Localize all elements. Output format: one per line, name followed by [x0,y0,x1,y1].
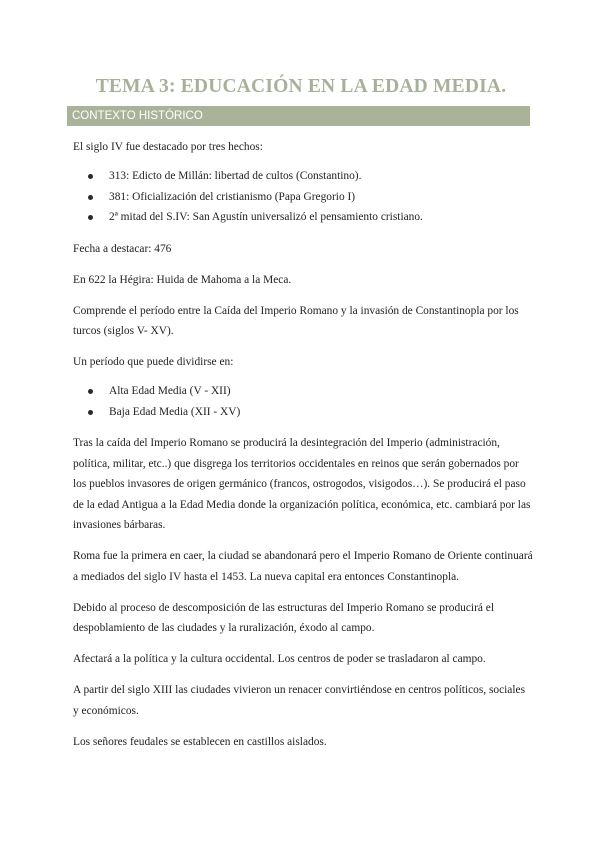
paragraph-empire-collapse: Tras la caída del Imperio Romano se producirá la desintegración del Imperio (administración, política, militar, etc..) que disgrega los territorios occidentales en reinos que serán gobernados por los pueblos invasores de origen germánico (francos, ostrogodos, visigodos…). Se producirá el paso de la edad Antigua a la Edad Media donde la organización política, económica, etc. cambiará por las invasiones bárbaras. [73,437,531,531]
list-item-text: 2ª mitad del S.IV: San Agustín universalizó el pensamiento cristiano. [109,211,423,223]
paragraph-intro: El siglo IV fue destacado por tres hechos: [73,141,263,153]
list-item-text: 313: Edicto de Millán: libertad de cultos (Constantino). [109,170,362,182]
paragraph-ruralization: Debido al proceso de descomposición de las estructuras del Imperio Romano se producirá el despoblamiento de las ciudades y la ruralización, éxodo al campo. [73,601,495,634]
bullet-icon [88,174,93,179]
bullet-icon [88,389,93,394]
list-item-text: 381: Oficialización del cristianismo (Papa Gregorio I) [109,190,356,203]
paragraph-period: Comprende el período entre la Caída del Imperio Romano y la invasión de Constantinopla por los turcos (siglos V- XV). [73,304,519,337]
list-item [73,381,533,402]
list-item [73,207,533,228]
list-periods [73,381,533,422]
document-body [73,137,533,763]
bullet-icon [88,215,93,220]
page-title: TEMA 3: EDUCACIÓN EN LA EDAD MEDIA. [95,76,507,97]
section-heading-bar [67,106,530,126]
section-heading: CONTEXTO HISTÓRICO [72,110,203,122]
paragraph-feudal-lords: Los señores feudales se establecen en castillos aislados. [73,735,327,748]
paragraph-cities-revival: A partir del siglo XIII las ciudades vivieron un renacer convirtiéndose en centros políticos, sociales y económicos. [73,684,526,717]
bullet-icon [88,195,93,200]
list-item [73,402,533,423]
list-fourth-century-events [73,166,533,228]
paragraph-division: Un período que puede dividirse en: [73,356,234,368]
paragraph-key-date: Fecha a destacar: 476 [73,242,172,255]
bullet-icon [88,410,93,415]
paragraph-hegira: En 622 la Hégira: Huida de Mahoma a la Meca. [73,273,292,286]
list-item-text: Baja Edad Media (XII - XV) [109,405,241,418]
list-item-text: Alta Edad Media (V - XII) [109,385,231,397]
paragraph-politics: Afectará a la política y la cultura occidental. Los centros de poder se trasladaron al campo. [73,653,486,665]
list-item [73,166,533,187]
list-item [73,187,533,208]
paragraph-rome-fall: Roma fue la primera en caer, la ciudad se abandonará pero el Imperio Romano de Oriente continuará a mediados del siglo IV hasta el 1453. La nueva capital era entonces Constantinopla. [73,550,533,583]
